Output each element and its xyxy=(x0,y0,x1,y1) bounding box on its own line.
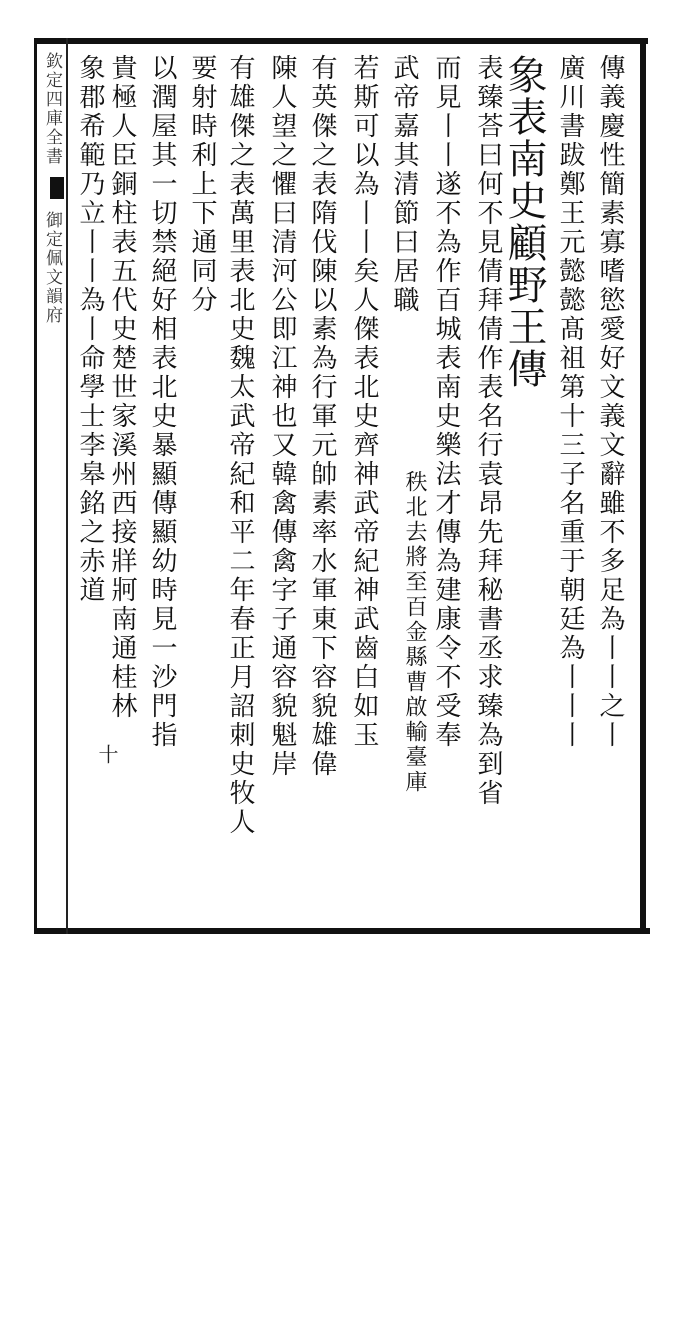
top-border-rule xyxy=(34,38,648,44)
text-column-10: 陳人望之懼曰清河公即江神也又韓禽傳禽字子通容貌魁岸 xyxy=(267,54,297,779)
folio-number: 十 xyxy=(95,744,119,764)
text-column-5: 而見丨丨遂不為作百城表南史樂法才傳為建康令不受奉 xyxy=(431,54,461,750)
text-column-11: 有雄傑之表萬里表北史魏太武帝紀和平二年春正月詔刺史牧人 xyxy=(225,54,255,837)
spine-divider xyxy=(66,38,68,934)
right-border-rule xyxy=(640,38,646,934)
text-column-4: 表臻荅曰何不見倩拜倩作表名行袁昂先拜秘書丞求臻為到省 xyxy=(473,54,503,808)
text-column-2: 廣川書跋鄭王元懿懿髙祖第十三子名重于朝廷為丨丨丨 xyxy=(555,54,585,750)
text-column-9: 有英傑之表隋伐陳以素為行軍元帥素率水軍東下容貌雄偉 xyxy=(307,54,337,779)
spine-title: 欽定四庫全書 xyxy=(42,52,62,166)
text-column-7: 武帝嘉其清節曰居職 xyxy=(389,54,419,315)
left-border-rule xyxy=(34,38,37,934)
text-column-14: 貴極人臣銅柱表五代史楚世家溪州西接牂牁南通桂林 xyxy=(107,54,137,721)
spine-volume: 御定佩文韻府 xyxy=(42,210,62,325)
text-column-3: 象表南史顧野王傳 xyxy=(501,54,547,390)
spine-marker-block xyxy=(50,177,64,199)
book-spine xyxy=(40,52,64,912)
text-column-6: 秩北去將至百金縣曹啟輸臺庫 xyxy=(402,470,427,795)
text-column-12: 要射時利上下通同分 xyxy=(187,54,217,315)
text-column-1: 傳義慶性簡素寡嗜慾愛好文義文辭雖不多足為丨丨之丨 xyxy=(595,54,625,750)
text-column-15: 象郡希範乃立丨丨為丨命學士李皋銘之赤道 xyxy=(75,54,105,605)
text-column-8: 若斯可以為丨丨矣人傑表北史齊神武帝紀神武齒白如玉 xyxy=(349,54,379,750)
text-column-13: 以潤屋其一切禁絕好相表北史暴顯傳顯幼時見一沙門指 xyxy=(147,54,177,750)
bottom-border-rule xyxy=(34,928,650,934)
